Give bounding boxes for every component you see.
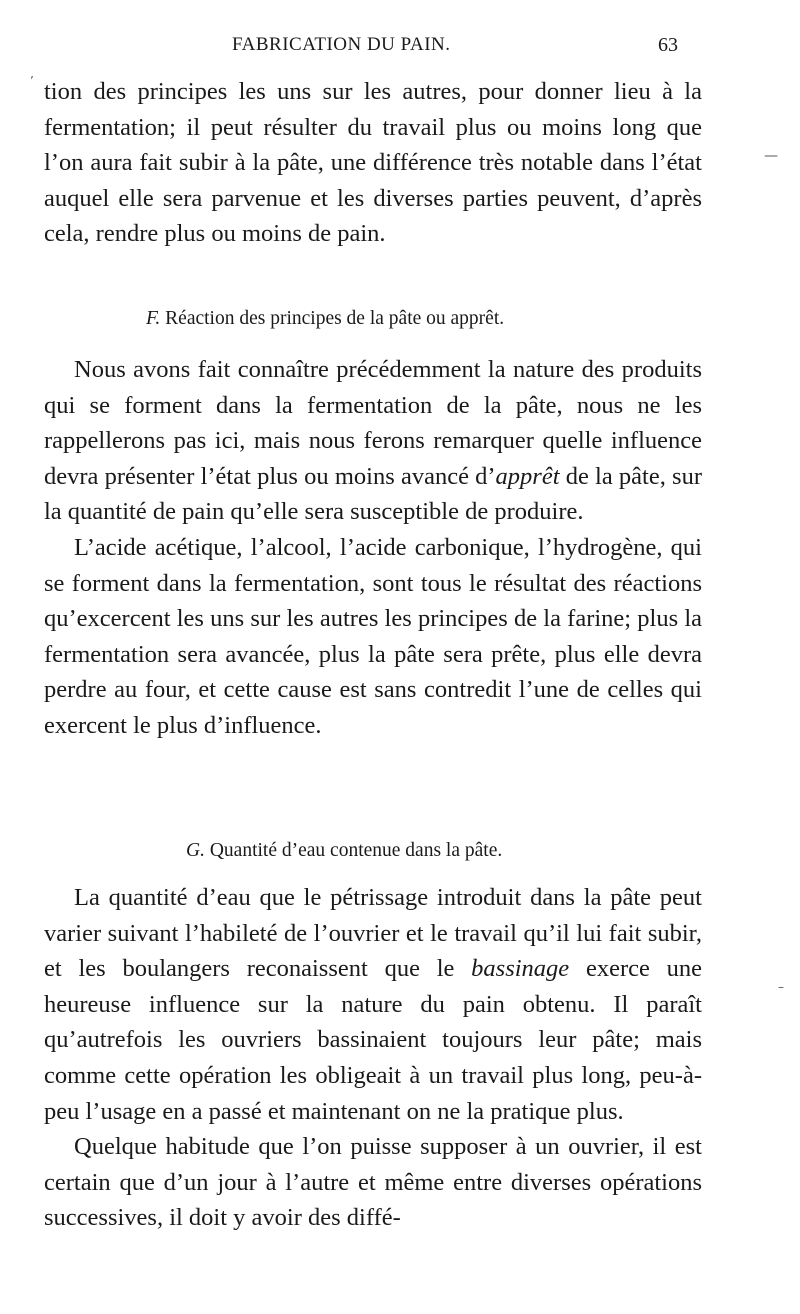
- section-g-body: [44, 880, 702, 1236]
- section-f-body: [44, 352, 702, 744]
- running-head: [0, 34, 800, 62]
- margin-mark: —: [764, 148, 778, 164]
- running-head-title: FABRICATION DU PAIN.: [232, 34, 451, 55]
- paragraph-continuation: [44, 74, 702, 252]
- page-number: 63: [658, 34, 678, 56]
- paragraph-1: tion des principes les uns sur les autres, pour donner lieu à la fermentation; il peut résulter du travail plus ou moins long que l’on aura fait subir à la pâte, une différence très notable dans l’état auquel elle sera parvenue et les diverses parties peuvent, d’après cela, rendre plus ou moins de pain.: [44, 78, 702, 248]
- paragraph-2: [44, 352, 702, 530]
- margin-mark: ’: [30, 74, 34, 88]
- paragraph-5: Quelque habitude que l’on puisse supposer à un ouvrier, il est certain que d’un jour à l’autre et même entre diverses opérations successives, il doit y avoir des diffé-: [44, 1133, 702, 1232]
- section-letter-g: G.: [186, 840, 205, 861]
- paragraph-2-text-a: Nous avons fait connaître précédemment la nature des produits qui se forment dans la fermentation de la pâte, nous ne les rappellerons pas ici, mais nous ferons remarquer quelle influence devra présenter l’état plus ou moins avancé d’: [44, 356, 702, 490]
- paragraph-4-text-b: exerce une heureuse influence sur la nature du pain obtenu. Il paraît qu’autrefois les ouvriers bassinaient toujours leur pâte; mais comme cette opération les obligeait à un travail plus long, peu-à-peu l’usage en a passé et maintenant on ne la pratique plus.: [44, 955, 702, 1125]
- paragraph-4-emphasis: bassinage: [471, 955, 570, 983]
- paragraph-3: L’acide acétique, l’alcool, l’acide carbonique, l’hydrogène, qui se forment dans la fermentation, sont tous le résultat des réactions qu’excercent les uns sur les autres les principes de la farine; plus la fermentation sera avancée, plus la pâte sera prête, plus elle devra perdre au four, et cette cause est sans contredit l’une de celles qui exercent le plus d’influence.: [44, 533, 702, 739]
- section-title-f: Réaction des principes de la pâte ou apprêt.: [165, 308, 505, 329]
- margin-mark: –: [778, 980, 784, 994]
- paragraph-2-text-b: de la pâte, sur la quantité de pain qu’elle sera susceptible de produire.: [44, 462, 702, 526]
- section-letter-f: F.: [146, 308, 161, 329]
- paragraph-4-text-a: La quantité d’eau que le pétrissage introduit dans la pâte peut varier suivant l’habileté de l’ouvrier et le travail qu’il lui fait subir, et les boulangers reconaissent que le: [44, 884, 702, 983]
- section-title-g: Quantité d’eau contenue dans la pâte.: [209, 840, 503, 861]
- section-heading-g: [186, 840, 746, 862]
- paragraph-2-emphasis: apprêt: [495, 462, 560, 490]
- section-heading-f: [146, 308, 746, 330]
- paragraph-4: [44, 880, 702, 1129]
